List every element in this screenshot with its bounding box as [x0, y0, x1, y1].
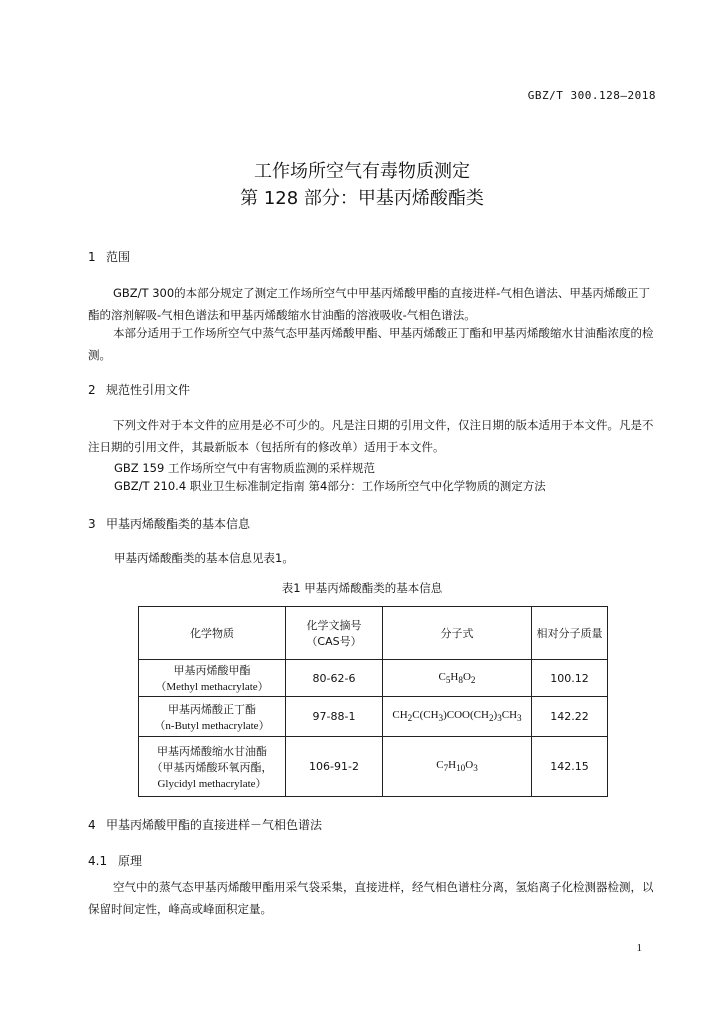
section-3-para-1: 甲基丙烯酸酯类的基本信息见表1。	[114, 551, 294, 565]
page-number: 1	[636, 942, 642, 954]
doc-title-line2: 第 128 部分：甲基丙烯酸酯类	[240, 188, 484, 209]
substance-name-cn: 甲基丙烯酸缩水甘油酯	[157, 744, 267, 758]
header-cas	[286, 607, 383, 660]
substance-cell	[139, 660, 286, 697]
substance-name-en: （Methyl methacrylate）	[155, 681, 269, 693]
section-4-para-1: 空气中的蒸气态甲基丙烯酸甲酯用采气袋采集，直接进样，经气相色谱柱分离，氢焰离子化检测器检测，以保留时间定性，峰高或峰面积定量。	[88, 880, 654, 916]
substance-name-en: Glycidyl methacrylate）	[157, 777, 267, 790]
section-title: 甲基丙烯酸酯类的基本信息	[106, 517, 251, 531]
doc-title-line1: 工作场所空气有毒物质测定	[254, 161, 470, 182]
section-1-para-1: GBZ/T 300的本部分规定了测定工作场所空气中甲基丙烯酸甲酯的直接进样-气相色谱法、甲基丙烯酸正丁酯的溶剂解吸-气相色谱法和甲基丙烯酸缩水甘油酯的溶液吸收-气相色谱法。	[88, 286, 650, 322]
reference-gbz-t-210-4: GBZ/T 210.4 职业卫生标准制定指南 第4部分：工作场所空气中化学物质的测定方法	[114, 479, 546, 493]
table-caption: 表1 甲基丙烯酸酯类的基本信息	[281, 581, 443, 595]
table-row	[139, 660, 608, 697]
table-header-row	[139, 607, 608, 660]
standard-code: GBZ/T 300.128—2018	[527, 89, 656, 102]
subsection-4-1-heading	[88, 852, 142, 869]
header-mass: 相对分子质量	[532, 607, 608, 660]
substance-name-cn: 甲基丙烯酸正丁酯	[168, 702, 256, 716]
mass-cell: 142.22	[532, 697, 608, 737]
subsection-title: 原理	[118, 854, 143, 868]
section-number: 4	[88, 818, 96, 832]
header-cas-line2: （CAS号）	[306, 635, 362, 648]
section-title: 范围	[106, 250, 131, 264]
section-1-heading	[88, 248, 130, 265]
formula-cell: $C_5H_8O_2$	[383, 660, 532, 697]
info-table	[138, 606, 608, 797]
formula-cell: $C_7H_{10}O_3$	[383, 737, 532, 797]
table-row	[139, 697, 608, 737]
mass-cell: 142.15	[532, 737, 608, 797]
header-substance: 化学物质	[139, 607, 286, 660]
mass-cell: 100.12	[532, 660, 608, 697]
header-formula: 分子式	[383, 607, 532, 660]
substance-name-en: （n-Butyl methacrylate）	[154, 719, 270, 732]
section-title: 甲基丙烯酸甲酯的直接进样－气相色谱法	[106, 818, 323, 832]
reference-gbz-159: GBZ 159 工作场所空气中有害物质监测的采样规范	[114, 461, 375, 475]
table-row	[139, 737, 608, 797]
substance-cell	[139, 737, 286, 797]
header-cas-line1: 化学文摘号	[306, 619, 362, 632]
cas-cell: 80-62-6	[286, 660, 383, 697]
cas-cell: 106-91-2	[286, 737, 383, 797]
substance-name-cn: 甲基丙烯酸甲酯	[173, 664, 251, 677]
subsection-number: 4.1	[88, 854, 108, 868]
section-3-heading	[88, 515, 250, 532]
section-number: 3	[88, 517, 96, 531]
section-4-heading	[88, 816, 322, 833]
cas-cell: 97-88-1	[286, 697, 383, 737]
substance-name-alt: （甲基丙烯酸环氧丙酯，	[151, 760, 273, 774]
section-number: 1	[88, 250, 96, 264]
substance-cell	[139, 697, 286, 737]
section-title: 规范性引用文件	[106, 383, 191, 397]
formula-cell: $CH_2C(CH_3)COO(CH_2)_3CH_3$	[383, 697, 532, 737]
section-number: 2	[88, 383, 96, 397]
section-2-para-1: 下列文件对于本文件的应用是必不可少的。凡是注日期的引用文件，仅注日期的版本适用于本文件。凡是不注日期的引用文件，其最新版本（包括所有的修改单）适用于本文件。	[88, 418, 654, 454]
section-2-heading	[88, 381, 190, 398]
section-1-para-2: 本部分适用于工作场所空气中蒸气态甲基丙烯酸甲酯、甲基丙烯酸正丁酯和甲基丙烯酸缩水甘油酯浓度的检测。	[88, 326, 654, 362]
